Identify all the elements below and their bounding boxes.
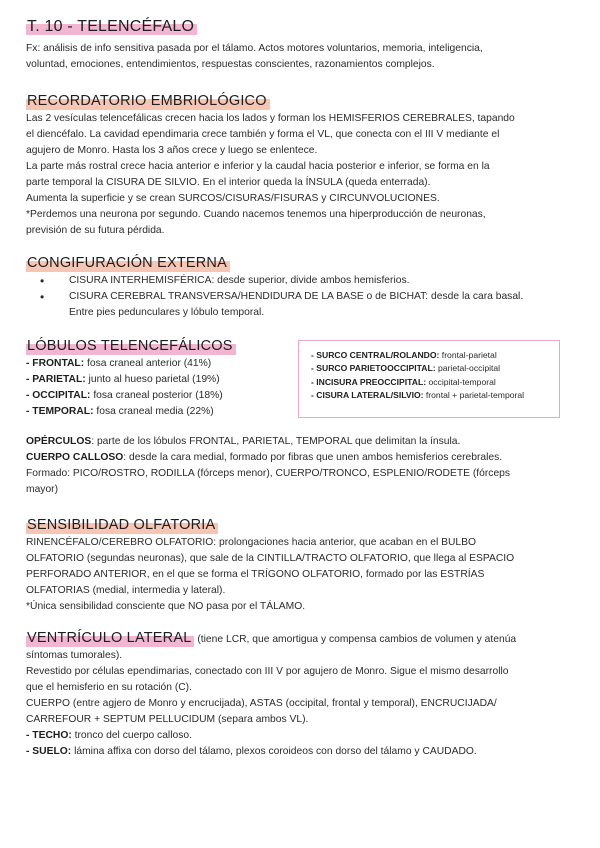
paragraph-line: CUERPO (entre agjero de Monro y encrucijada), ASTAS (occipital, frontal y temporal), ENCRUCIJADA/ [26, 698, 497, 709]
paragraph-line: el diencéfalo. La cavidad ependimaria crece también y forma el VL, que conecta con el III V mediante el [26, 129, 500, 140]
paragraph-line: - TECHO: tronco del cuerpo calloso. [26, 730, 192, 741]
paragraph-line: OPÉRCULOS: parte de los lóbulos FRONTAL, PARIETAL, TEMPORAL que delimitan la ínsula. [26, 436, 461, 447]
config-section [26, 254, 582, 321]
section-heading: VENTRÍCULO LATERAL [26, 630, 194, 647]
intro-line: Fx: análisis de info sensitiva pasada por el tálamo. Actos motores voluntarios, memoria, inteligencia, [26, 43, 483, 54]
list-item: - OCCIPITAL: fosa craneal posterior (18%) [26, 390, 223, 401]
section-heading: LÓBULOS TELENCEFÁLICOS [26, 338, 236, 355]
paragraph-line: mayor) [26, 484, 59, 495]
box-item: - SURCO CENTRAL/ROLANDO: frontal-parietal [311, 350, 497, 360]
box-item: - INCISURA PREOCCIPITAL: occipital-temporal [311, 376, 496, 387]
intro-line: voluntad, emociones, entendimientos, respuestas conscientes, razonamientos complejos. [26, 59, 435, 70]
paragraph-line: *Única sensibilidad consciente que NO pasa por el TÁLAMO. [26, 601, 306, 612]
paragraph-line: - SUELO: lámina affixa con dorso del tálamo, plexos coroideos con dorso del tálamo y CAUDADO. [26, 746, 477, 757]
embrio-section [26, 92, 582, 239]
paragraph-line: La parte más rostral crece hacia anterior e inferior y la caudal hacia posterior e inferior, se forma en la [26, 161, 490, 172]
operculos-section [26, 434, 582, 498]
paragraph-line: OLFATORIO (segundas neuronas), que sale de la CINTILLA/TRACTO OLFATORIO, que llega al ESPACIO [26, 553, 515, 564]
box-item: - CISURA LATERAL/SILVIO: frontal + parietal-temporal [311, 389, 525, 400]
paragraph-line: RINENCÉFALO/CEREBRO OLFATORIO: prolongaciones hacia anterior, que acaban en el BULBO [26, 537, 477, 548]
paragraph-line: previsión de su futura pérdida. [26, 225, 165, 236]
paragraph-line: PERFORADO ANTERIOR, en el que se forma el TRÍGONO OLFATORIO, formado por las ESTRÍAS [26, 569, 485, 580]
paragraph-line: CARREFOUR + SEPTUM PELLUCIDUM (separa ambos VL). [26, 714, 309, 725]
list-item: - PARIETAL: junto al hueso parietal (19%) [26, 374, 220, 385]
box-item: - SURCO PARIETOOCCIPITAL: parietal-occipital [311, 363, 501, 374]
paragraph-line: Las 2 vesículas telencefálicas crecen hacia los lados y forman los HEMISFERIOS CEREBRALES, tapando [26, 113, 515, 124]
paragraph-line: OLFATORIAS (medial, intermedia y lateral). [26, 585, 226, 596]
ventriculo-section [26, 630, 582, 760]
list-item: • CISURA INTERHEMISFÉRICA: desde superior, divide ambos hemisferios. [69, 273, 582, 289]
paragraph-line: agujero de Monro. Hasta los 3 años crece y luego se enlentece. [26, 145, 318, 156]
paragraph-line: Aumenta la superficie y se crean SURCOS/CISURAS/FISURAS y CIRCUNVOLUCIONES. [26, 193, 440, 204]
section-heading: CONGIFURACIÓN EXTERNA [26, 255, 230, 272]
surcos-box [298, 340, 560, 418]
paragraph-line: parte temporal la CISURA DE SILVIO. En el interior queda la ÍNSULA (queda enterrada). [26, 177, 431, 188]
paragraph-line: *Perdemos una neurona por segundo. Cuando nacemos tenemos una hiperproducción de neuronas, [26, 209, 486, 220]
title-section [26, 18, 582, 73]
paragraph-line: Formado: PICO/ROSTRO, RODILLA (fórceps menor), CUERPO/TRONCO, ESPLENIO/RODETE (fórceps [26, 468, 511, 479]
heading-line: VENTRÍCULO LATERAL (tiene LCR, que amortigua y compensa cambios de volumen y atenúa [27, 630, 517, 646]
paragraph-line: CUERPO CALLOSO: desde la cara medial, formado por fibras que unen ambos hemisferios cerebrales. [26, 452, 503, 463]
paragraph-line: que el hemisferio en su rotación (C). [26, 682, 192, 693]
paragraph-line: síntomas tumorales). [26, 650, 123, 661]
list-item: - TEMPORAL: fosa craneal media (22%) [26, 406, 214, 417]
page-title: T. 10 - TELENCÉFALO [26, 18, 197, 35]
section-heading: RECORDATORIO EMBRIOLÓGICO [26, 93, 270, 110]
section-heading: SENSIBILIDAD OLFATORIA [26, 517, 218, 534]
list-item: • CISURA CEREBRAL TRANSVERSA/HENDIDURA DE LA BASE o de BICHAT: desde la cara basal. Entre pies pedunculares y lóbulo temporal. [69, 289, 582, 321]
olfatoria-section [26, 516, 582, 615]
paragraph-line: Revestido por células ependimarias, conectado con III V por agujero de Monro. Sigue el mismo desarrollo [26, 666, 509, 677]
list-item: - FRONTAL: fosa craneal anterior (41%) [26, 358, 212, 369]
bullet-list [26, 273, 582, 321]
